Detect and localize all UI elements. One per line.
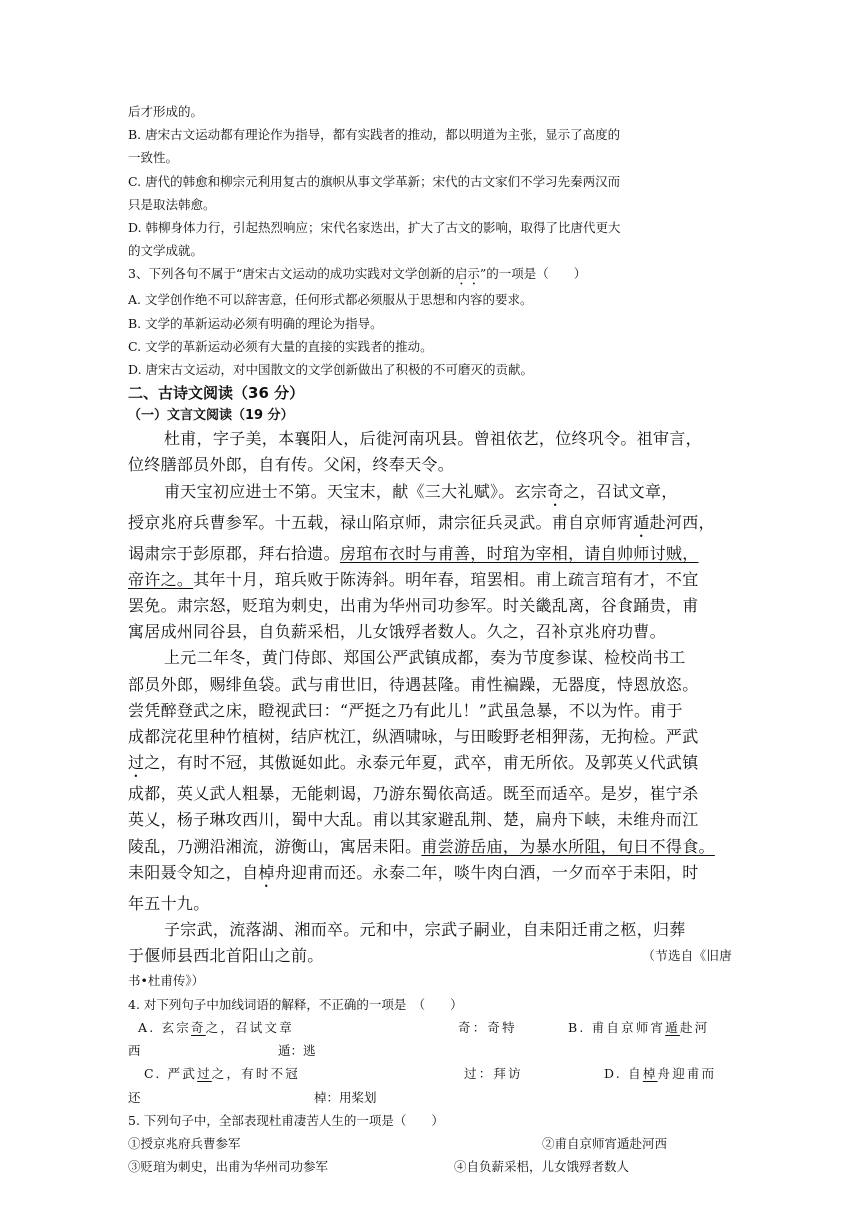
underlined-word: 奇	[190, 1019, 206, 1035]
classical-passage	[128, 426, 732, 992]
q2-option-d: D. 韩柳身体力行，引起热烈响应；宋代名家迭出，扩大了古文的影响，取得了比唐代更大	[128, 220, 621, 236]
underlined-sentence: 房琯布衣时与甫善，时琯为宰相，请自帅师讨贼，	[339, 543, 699, 563]
text: 赴河	[679, 1019, 710, 1035]
q4-option-b-cont	[128, 1039, 732, 1062]
passage-line	[128, 943, 732, 969]
passage-line	[128, 567, 732, 593]
passage-line: 罢免。肃宗怒，贬琯为刺史，出甫为华州司功参军。时关畿乱离，谷食踊贵，甫	[128, 596, 699, 616]
q4-gloss-b: 遁：逃	[278, 1043, 316, 1059]
q5-option-2: ②甫自京师宵遁赴河西	[542, 1135, 668, 1151]
q2-options	[128, 100, 732, 262]
passage-line: 英乂，杨子琳攻西川，蜀中大乱。甫以其家避乱荆、楚，扁舟下峡，未维舟而江	[128, 810, 699, 830]
text: 西	[128, 1043, 141, 1059]
underlined-word: 过	[197, 1066, 212, 1082]
q5-options-34	[128, 1155, 732, 1178]
text: A. 玄宗	[138, 1019, 191, 1035]
passage-line: 上元二年冬，黄门侍郎、郑国公严武镇成都，奏为节度参谋、检校尚书工	[164, 648, 686, 668]
q3-option-c: C. 文学的革新运动必须有大量的直接的实践者的推动。	[128, 338, 433, 354]
q2-line: 的文学成就。	[128, 243, 204, 259]
passage-line: 成都浣花里种竹植树，结庐枕江，纵酒啸咏，与田畯野老相狎荡，无拘检。严武	[128, 727, 699, 747]
q4-gloss-d: 棹：用桨划	[314, 1089, 377, 1105]
text: 之，召试文章	[205, 1019, 294, 1035]
exam-page	[128, 100, 732, 1178]
text: 耒阳聂令知之，自	[128, 862, 259, 882]
q5-option-3: ③贬琯为刺史，出甫为华州司功参军	[128, 1159, 329, 1175]
q3-option-a: A. 文学创作绝不可以辞害意，任何形式都必须服从于思想和内容的要求。	[128, 292, 533, 308]
q5-stem: 5. 下列句子中，全部表现杜甫凄苦人生的一项是（ ）	[128, 1112, 444, 1128]
text: 其年十月，琯兵败于陈涛斜。明年春，琯罢相。甫上疏言琯有才，不宜	[193, 569, 699, 589]
dotted-word: 过	[128, 753, 145, 773]
q5-options-12	[128, 1132, 732, 1155]
q3-stem-after: ”的一项是（ ）	[479, 266, 587, 282]
q2-option-b: B. 唐宋古文运动都有理论作为指导，都有实践者的推动，都以明道为主张，显示了高度的	[128, 127, 621, 143]
passage-line	[128, 541, 732, 567]
q4-option-c	[128, 1062, 464, 1085]
q4-option-d-cont	[128, 1086, 732, 1109]
q4-option-d	[604, 1062, 716, 1085]
q4-options-ab	[128, 1016, 732, 1039]
q2-line: 只是取法韩愈。	[128, 196, 216, 212]
q4-gloss-a: 奇：奇特	[458, 1019, 517, 1035]
passage-line	[128, 479, 732, 510]
text: B. 甫自京师宵	[568, 1019, 666, 1035]
dotted-word: 奇	[547, 481, 564, 501]
dotted-word: 遁	[633, 512, 650, 532]
text: 之，召试文章，	[563, 481, 678, 501]
q4-option-a	[128, 1016, 458, 1039]
passage-line	[128, 750, 732, 781]
text: 之，有时不冠	[211, 1066, 300, 1082]
text: 甫天宝初应进士不第。天宝末，献《三大礼赋》。玄宗	[164, 481, 548, 501]
text: C. 严武	[144, 1066, 198, 1082]
q2-line: 后才形成的。	[128, 104, 204, 119]
question-3	[128, 262, 732, 381]
passage-line: 子宗武，流落湖、湘而卒。元和中，宗武子嗣业，自耒阳迁甫之柩，归葬	[164, 920, 686, 940]
q2-line: 一致性。	[128, 150, 179, 166]
text: 舟迎甫而还。永泰二年，啖牛肉白酒，一夕而卒于耒阳，时	[274, 862, 699, 882]
question-5	[128, 1109, 732, 1179]
q4-stem: 4. 对下列句子中加线词语的解释，不正确的一项是 （ ）	[128, 996, 463, 1012]
passage-line: 年五十九。	[128, 893, 210, 913]
text: 还	[128, 1089, 141, 1105]
question-4	[128, 993, 732, 1109]
q3-option-b: B. 文学的革新运动必须有明确的理论为指导。	[128, 315, 383, 331]
q3-stem-before: 3、下列各句不属于“唐宋古文运动的成功实践对文学创新的	[128, 266, 455, 282]
passage-line: 部员外郎，赐绯鱼袋。武与甫世旧，待遇甚隆。甫性褊躁，无器度，恃恩放恣。	[128, 674, 699, 694]
q3-stem	[128, 262, 732, 288]
dotted-word: 棹	[258, 862, 275, 882]
passage-line	[128, 834, 732, 860]
source-citation: （节选自《旧唐	[642, 948, 732, 964]
section-title: 二、古诗文阅读（36 分）	[128, 384, 305, 403]
subsection-title: （一）文言文阅读（19 分）	[128, 408, 294, 424]
text: 之，有时不冠，其傲诞如此。永泰元年夏，武卒，甫无所依。及郭英乂代武镇	[144, 753, 699, 773]
q4-options-cd	[128, 1062, 732, 1085]
text: 舟迎甫而	[657, 1066, 717, 1082]
passage-line: 杜甫，字子美，本襄阳人，后徙河南巩县。曾祖依艺，位终巩令。祖审言，	[164, 429, 702, 449]
passage-line: 位终膳部员外郎，自有传。父闲，终奉天令。	[128, 455, 455, 475]
q5-option-4: ④自负薪采梠，儿女饿殍者数人	[454, 1159, 630, 1175]
q3-stem-dotted: 启示	[454, 266, 480, 282]
underlined-sentence: 甫尝游岳庙，为暴水所阻，旬日不得食。	[421, 836, 715, 856]
text: D. 自	[604, 1066, 643, 1082]
underlined-word: 遁	[665, 1019, 680, 1035]
q4-gloss-c: 过：拜访	[464, 1066, 523, 1082]
q2-option-c: C. 唐代的韩愈和柳宗元利用复古的旗帜从事文学革新；宋代的古文家们不学习先秦两汉而	[128, 173, 621, 189]
text: 于偃师县西北首阳山之前。	[128, 946, 324, 966]
text: 授京兆府兵曹参军。十五载，禄山陷京师，肃宗征兵灵武。甫自京师宵	[128, 512, 634, 532]
passage-line	[128, 510, 732, 541]
underlined-word: 棹	[642, 1066, 658, 1082]
underlined-sentence: 帝许之。	[128, 569, 194, 589]
text: 谒肃宗于彭原郡，拜右拾遗。	[128, 543, 340, 563]
passage-line: 成都，英乂武人粗暴，无能刺谒，乃游东蜀依高适。既至而适卒。是岁，崔宁杀	[128, 784, 699, 804]
q4-option-b	[568, 1016, 709, 1039]
q5-option-1: ①授京兆府兵曹参军	[128, 1135, 241, 1151]
text: 赴河西，	[649, 512, 715, 532]
text: 陵乱，乃溯沿湘流，游衡山，寓居耒阳。	[128, 836, 422, 856]
passage-line	[128, 860, 732, 891]
passage-line: 寓居成州同谷县，自负薪采梠，儿女饿殍者数人。久之，召补京兆府功曹。	[128, 622, 666, 642]
passage-line: 尝凭醉登武之床，瞪视武曰：“严挺之乃有此儿！”武虽急暴，不以为忤。甫于	[128, 700, 683, 720]
source-citation-cont: 书•杜甫传》）	[128, 973, 205, 989]
q3-option-d: D. 唐宋古文运动，对中国散文的文学创新做出了积极的不可磨灭的贡献。	[128, 362, 534, 378]
